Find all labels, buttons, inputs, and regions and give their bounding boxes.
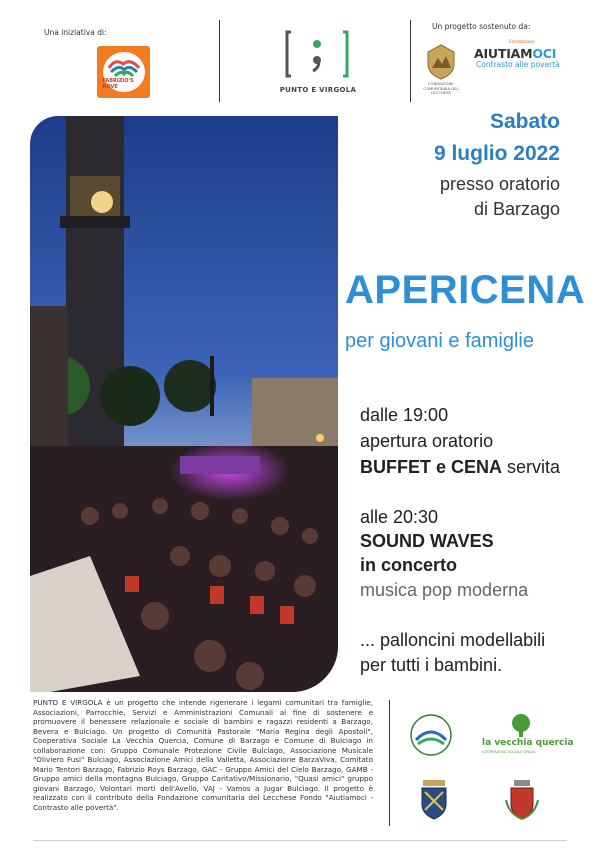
- band-name: SOUND WAVES: [360, 531, 494, 551]
- event-title: APERICENA: [345, 268, 586, 312]
- extra-line1: ... palloncini modellabili: [360, 630, 546, 650]
- supporter-label: Un progetto sostenuto da:: [432, 22, 531, 31]
- header-divider: [410, 20, 411, 102]
- vecchia-quercia-subtext: COOPERATIVA SOCIALE ONLUS: [482, 750, 536, 754]
- event-location-line1: presso oratorio: [439, 174, 560, 194]
- header-divider: [219, 20, 220, 102]
- event-day: Sabato: [489, 110, 560, 133]
- aiutiamoci-logo-text: AIUTIAMOCI: [474, 46, 557, 61]
- foundation-logo: [426, 44, 456, 80]
- punto-e-virgola-text: PUNTO E VIRGOLA: [279, 86, 357, 94]
- opening-text: apertura oratorio: [360, 431, 494, 451]
- vecchia-quercia-text: la vecchia quercia: [482, 738, 574, 748]
- event-location-line2: di Barzago: [473, 199, 560, 219]
- buffet-text: BUFFET e CENA servita: [360, 457, 561, 477]
- foundation-text: FONDAZIONE COMUNITARIA DEL LECCHESE: [423, 81, 459, 96]
- band-subtitle: in concerto: [360, 555, 458, 575]
- event-photo: [30, 116, 338, 692]
- fabrizios-logo-text: FABRIZIO'S ROVE: [102, 78, 134, 90]
- initiative-label: Una iniziativa di:: [44, 28, 107, 37]
- event-subtitle: per giovani e famiglie: [345, 330, 534, 352]
- comunita-pastorale-logo: [410, 714, 452, 756]
- music-genre: musica pop moderna: [360, 580, 529, 600]
- aiutiamoci-small-text: Fondazione: [509, 40, 535, 45]
- punto-e-virgola-logo: [285, 30, 349, 78]
- project-description: PUNTO E VIRGOLA è un progetto che intende rigenerare i legami comunitari tra famiglie, Associazioni, Parrocchie, Servizi e Amministrazioni Comunali al fine di sostenere e promuovere il benessere relazionale e sociale di bambini e ragazzi residenti a Barzago, Bevera e Bulciago. Un progetto di Comunità Pastorale "Maria Regina degli Apostoli", Cooperativa Sociale La Vecchia Quercia, Comune di Barzago e Comune di Bulciago in collaborazione con: Gruppo Comunale Protezione Civile Bulciago, Associazione Musicale "Oliviero Fusi" Bulciago, Associazione Amici della Valletta, Associazione BarzaViva, Comitato Mario Tentori Barzago, Fabrizio Roys Barzago, GAC - Gruppo Amici del Cielo Barzago, GAMB - Gruppo amici della montagna Bulciago, Gruppo Caritativo/Missionario, "Quasi amici" gruppo giovani Barzago, Volontari mortì dell'Avello, VAJ - Vamos a Jugar Bulciago. Il progetto è realizzato con il contributo della Fondazione comunitaria del Lecchese Fondo "Aiutiamoci - Contrasto alle povertà".: [33, 698, 373, 812]
- footer-divider: [389, 700, 390, 826]
- event-date: 9 luglio 2022: [433, 142, 560, 165]
- barzago-coat-of-arms-icon: [419, 780, 449, 820]
- aiutiamoci-subtitle: Contrasto alle povertà: [476, 60, 560, 69]
- hands-icon: [107, 54, 141, 78]
- bulciago-coat-of-arms-icon: [503, 780, 541, 820]
- start-time: dalle 19:00: [360, 405, 449, 425]
- fabrizios-logo: [97, 46, 150, 98]
- extra-line2: per tutti i bambini.: [360, 655, 503, 675]
- concert-time: alle 20:30: [360, 507, 439, 527]
- footer-rule: [33, 840, 567, 841]
